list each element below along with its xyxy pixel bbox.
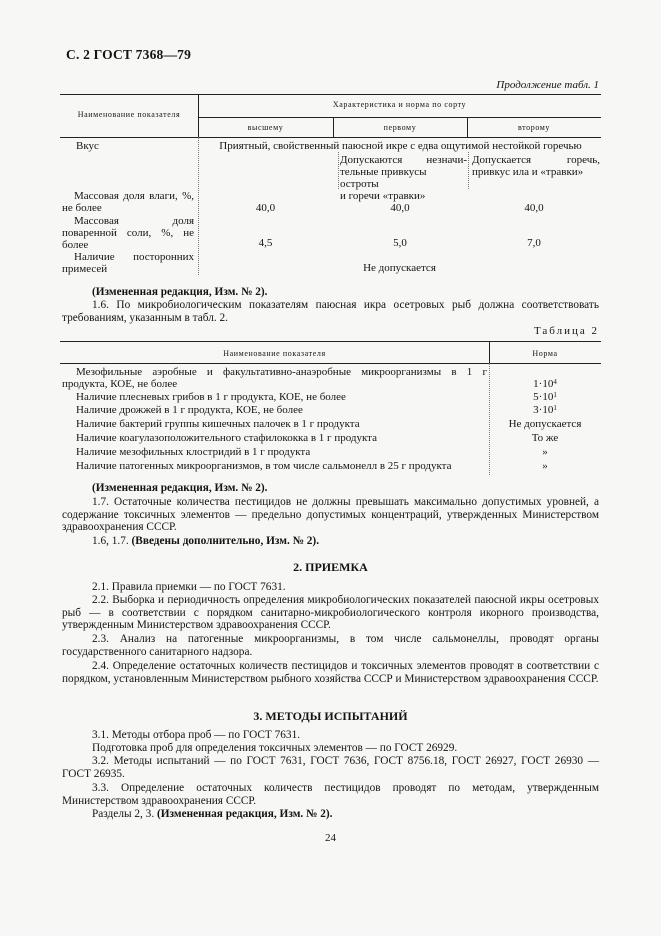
moisture-value: 40,0 bbox=[524, 202, 544, 214]
table-rule bbox=[60, 341, 601, 342]
impurities-value: Не допускается bbox=[363, 262, 436, 274]
column-header-indicator: Наименование показателя bbox=[223, 349, 326, 358]
column-header-grade: второму bbox=[517, 123, 551, 132]
table-row-label: Наличие дрожжей в 1 г продукта, КОЕ, не более bbox=[76, 404, 303, 416]
intro-note: 1.6, 1.7. (Введены дополнительно, Изм. № 2). bbox=[92, 535, 320, 547]
table-2-caption: Таблица 2 bbox=[533, 325, 599, 337]
column-header-grade: первому bbox=[383, 123, 417, 132]
salt-value: 5,0 bbox=[393, 237, 407, 249]
row-label-salt: Массовая доля поваренной соли, %, не более bbox=[62, 215, 194, 251]
table-row-norm: То же bbox=[531, 432, 559, 444]
salt-value: 4,5 bbox=[258, 237, 273, 249]
table-row-norm: » bbox=[542, 460, 548, 472]
table-rule bbox=[60, 137, 601, 138]
paragraph-3-3: 3.3. Определение остаточных количеств пестицидов проводят по методам, утвержденным Министерством здравоохранения СССР. bbox=[62, 782, 599, 807]
column-header-indicator: Наименование показателя bbox=[77, 110, 181, 119]
paragraph-2-2: 2.2. Выборка и периодичность определения микробиологических показателей паюсной икры осетровых рыб — в соответствии с порядком санитарно-микробиологического контроля икорного производства, утвержденным Министерством здравоохранения СССР. bbox=[62, 594, 599, 632]
paragraph-1-6: 1.6. По микробиологическим показателям паюсная икра осетровых рыб должна соответствовать требованиям, указанным в табл. 2. bbox=[62, 299, 599, 324]
table-rule bbox=[60, 363, 601, 364]
table-rule bbox=[338, 152, 339, 189]
paragraph-3-1-b: Подготовка проб для определения токсичных элементов — по ГОСТ 26929. bbox=[92, 742, 458, 754]
table-continuation-label: Продолжение табл. 1 bbox=[496, 79, 599, 91]
table-row-label: Наличие мезофильных клостридий в 1 г продукта bbox=[76, 446, 311, 458]
page-header: С. 2 ГОСТ 7368—79 bbox=[66, 47, 192, 62]
row-label-impurities: Наличие посторонних примесей bbox=[62, 251, 194, 275]
taste-common-value: Приятный, свойственный паюсной икре с едва ощутимой нестойкой горечью bbox=[219, 140, 582, 152]
table-row-label: Мезофильные аэробные и факультативно-анаэробные микроорганизмы в 1 г продукта, КОЕ, не более bbox=[62, 366, 487, 390]
section-3-title: 3. МЕТОДЫ ИСПЫТАНИЙ bbox=[253, 709, 408, 723]
column-header-norm: Норма bbox=[532, 349, 558, 358]
page-number: 24 bbox=[325, 832, 336, 844]
table-row-label: Наличие коагулазоположительного стафилококка в 1 г продукта bbox=[76, 432, 378, 444]
section-2-title: 2. ПРИЕМКА bbox=[293, 560, 368, 574]
moisture-value: 40,0 bbox=[390, 202, 410, 214]
row-label-moisture: Массовая доля влаги, %, не более bbox=[62, 190, 194, 214]
salt-value: 7,0 bbox=[527, 237, 541, 249]
taste-second-grade-value: Допускается горечь, привкус ила и «травки» bbox=[472, 154, 600, 178]
column-header-grade: высшему bbox=[247, 123, 284, 132]
section-final-note: Разделы 2, 3. (Измененная редакция, Изм. № 2). bbox=[92, 808, 333, 820]
moisture-value: 40,0 bbox=[255, 202, 276, 214]
paragraph-1-7: 1.7. Остаточные количества пестицидов не должны превышать максимально допустимых уровней, а содержание токсичных элементов — предельно допустимых концентраций, утвержденных Министерством здравоохранения СССР. bbox=[62, 496, 599, 534]
table-rule bbox=[60, 94, 601, 95]
table-row-norm: $5\cdot 10^1$ bbox=[533, 391, 557, 403]
table-rule bbox=[468, 152, 469, 189]
column-header-group: Характеристика и норма по сорту bbox=[332, 100, 467, 109]
paragraph-3-2: 3.2. Методы испытаний — по ГОСТ 7631, ГОСТ 7636, ГОСТ 8756.18, ГОСТ 26927, ГОСТ 26930 — ГОСТ 26935. bbox=[62, 755, 599, 780]
paragraph-3-1: 3.1. Методы отбора проб — по ГОСТ 7631. bbox=[92, 729, 301, 741]
table-row-label: Наличие бактерий группы кишечных палочек в 1 г продукта bbox=[76, 418, 360, 430]
table-row-norm: » bbox=[542, 446, 548, 458]
edit-note: (Измененная редакция, Изм. № 2). bbox=[92, 482, 268, 494]
row-label-taste: Вкус bbox=[76, 140, 99, 152]
taste-first-grade-value: Допускаются незначи- тельные привкусы остроты и горечи «травки» bbox=[340, 154, 467, 202]
paragraph-2-4: 2.4. Определение остаточных количеств пестицидов и токсичных элементов проводят в соответствии с порядком, установленным Министерством рыбного хозяйства СССР и Министерством здравоохранения СССР. bbox=[62, 660, 599, 685]
edit-note: (Измененная редакция, Изм. № 2). bbox=[92, 286, 268, 298]
table-row-norm: $3\cdot 10^1$ bbox=[533, 404, 557, 416]
table-row-label: Наличие патогенных микроорганизмов, в том числе сальмонелл в 25 г продукта bbox=[76, 460, 452, 472]
table-row-norm: $1\cdot 10^4$ bbox=[533, 378, 557, 390]
paragraph-2-1: 2.1. Правила приемки — по ГОСТ 7631. bbox=[92, 581, 286, 593]
table-row-label: Наличие плесневых грибов в 1 г продукта, КОЕ, не более bbox=[76, 391, 346, 403]
table-row-norm: Не допускается bbox=[508, 418, 582, 430]
paragraph-2-3: 2.3. Анализ на патогенные микроорганизмы, в том числе сальмонеллы, проводят органы государственного санитарного надзора. bbox=[62, 633, 599, 658]
table-rule bbox=[198, 117, 601, 118]
